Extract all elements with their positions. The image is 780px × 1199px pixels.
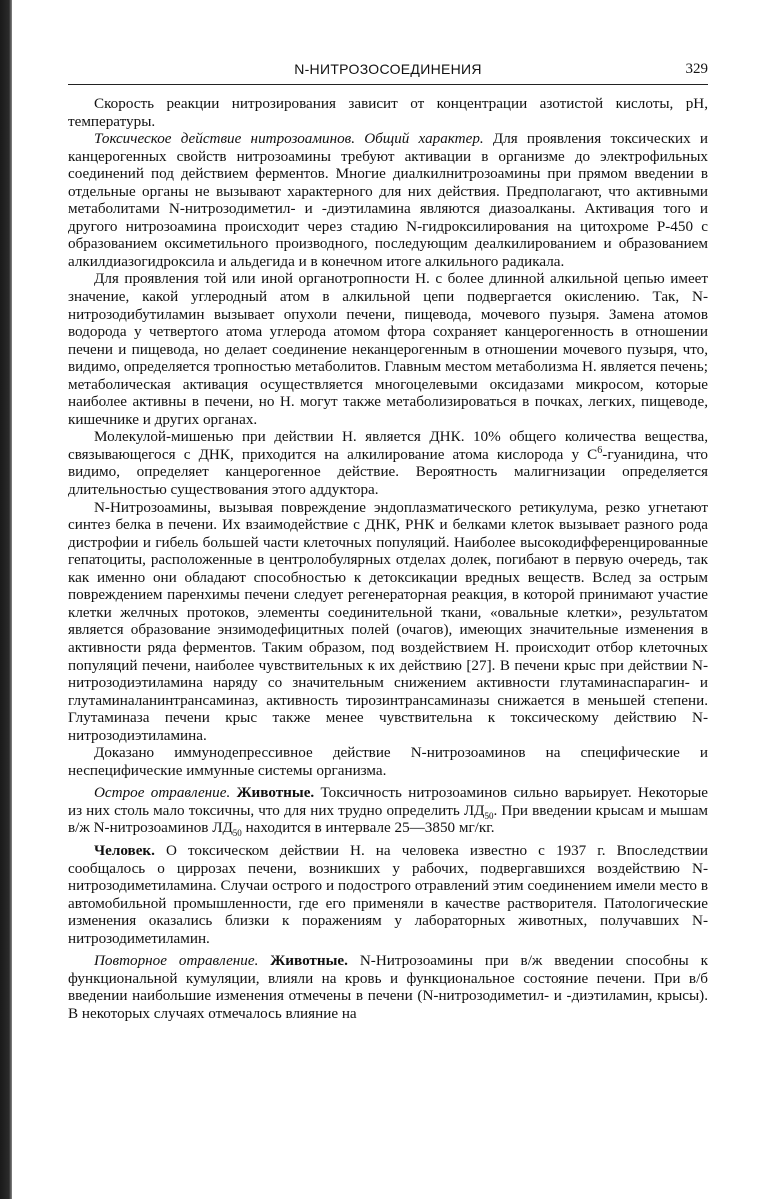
section-heading-repeated-poisoning: Повторное отравление.: [94, 952, 259, 970]
header-rule: [68, 84, 708, 85]
paragraph-human: Человек. О токсическом действии Н. на человека известно с 1937 г. Впоследствии сообщалось о циррозах печени, возникших у рабочих, подвергавшихся воздействию N-нитрозодиметиламина. Случаи острого и подострого отравлений этим соединением имели место в автомобильной промышленности, где его применяли в качестве растворителя. Патологические изменения оказались близки к поражениям у лабораторных животных, получавших N-нитрозодиметиламин.: [68, 841, 708, 947]
page-header: [68, 54, 708, 84]
page-body: [68, 95, 708, 1022]
paragraph-repeated-poisoning: Повторное отравление. Животные. N-Нитрозоамины при в/ж введении способны к функциональной кумуляции, влияли на кровь и функциональное состояние печени. При в/б введении наибольшие изменения отмечены в печени (N-нитрозодиметил- и -диэтиламин, крысы). В некоторых случаях отмечалось влияние на: [68, 952, 708, 1022]
subheading-human: Человек.: [94, 841, 155, 859]
subheading-animals-repeated: Животные.: [270, 952, 348, 970]
section-heading-toxic-action: Токсическое действие нитрозоаминов. Общий характер.: [94, 130, 484, 148]
page-number: 329: [685, 61, 708, 77]
section-heading-acute-poisoning: Острое отравление.: [94, 784, 231, 802]
paragraph-liver-damage: N-Нитрозоамины, вызывая повреждение эндоплазматического ретикулума, резко угнетают синтез белка в печени. Их взаимодействие с ДНК, РНК и белками клеток вызывает разного рода дистрофии и гибель большей части клеточных популяций. Наиболее высокодифференцированные гепатоциты, расположенные в центролобулярных отделах долек, погибают в первую очередь, так как именно они обладают способностью к детоксикации вредных веществ. Вслед за острым повреждением паренхимы печени следует регенераторная реакция, в которой принимают участие клетки желчных протоков, элементы соединительной ткани, «овальные клетки», результатом является образование энзимодефицитных полей (очагов), имеющих значительные изменения в активности ряда ферментов. Таким образом, под воздействием Н. происходит отбор клеточных популяций печени, наиболее чувствительных к их действию [27]. В печени крыс при действии N-нитрозодиэтиламина наряду со значительным снижением активности глутаминаспарагин- и глутаминаланинтрансаминаз, активность тирозинтрансаминазы снижается в меньшей степени. Глутаминаза печени крыс также менее чувствительна к токсическому действию N-нитрозодиэтиламина.: [68, 498, 708, 744]
paragraph-dna-target: Молекулой-мишенью при действии Н. является ДНК. 10% общего количества вещества, связывающегося с ДНК, приходится на алкилирование атома кислорода у $С^6$-гуанидина, что видимо, определяет канцерогенное действие. Вероятность малигнизации определяется длительностью существования этого аддуктора.: [68, 428, 708, 499]
paragraph-immunodepression: Доказано иммунодепрессивное действие N-нитрозоаминов на специфические и неспецифические иммунные системы организма.: [68, 744, 708, 779]
paragraph-toxic-action: Токсическое действие нитрозоаминов. Общий характер. Для проявления токсических и канцерогенных свойств нитрозоамины требуют активации в организме до электрофильных соединений под действием ферментов. Многие диалкилнитрозоамины при прямом введении в отдельные органы не вызывают характерного для них действия. Предполагают, что активными метаболитами N-нитрозодиметил- и -диэтиламина являются диазоалканы. Активация того и другого нитрозоамина происходит через стадию N-гидроксилирования на цитохроме P-450 с образованием оксиметильного производного, последующим деалкилированием и образованием алкилдиазогидроксила и альдегида и в конечном итоге алкильного радикала.: [68, 130, 709, 270]
running-title: N-НИТРОЗОСОЕДИНЕНИЯ: [294, 61, 482, 77]
subheading-animals: Животные.: [236, 784, 315, 802]
book-spine-shadow: [0, 0, 12, 1199]
paragraph-organotropy: Для проявления той или иной органотропности Н. с более длинной алкильной цепью имеет значение, какой углеродный атом в алкильной цепи подвергается окислению. Так, N-нитрозодибутиламин вызывает опухоли печени, пищевода, мочевого пузыря. Замена атомов водорода у четвертого атома углерода атомом фтора сохраняет канцерогенность в отношении печени и пищевода, но делает соединение неканцерогенным в отношении мочевого пузыря, что, видимо, определяется тропностью метаболитов. Главным местом метаболизма Н. является печень; метаболическая активация осуществляется многоцелевыми оксидазами микросом, которые наиболее активны в печени, но Н. могут также метаболизироваться в почках, легких, пищеводе, кишечнике и других органах.: [68, 270, 708, 428]
paragraph-nitrosation-rate: Скорость реакции нитрозирования зависит от концентрации азотистой кислоты, рН, температуры.: [68, 95, 708, 130]
paragraph-acute-poisoning: Острое отравление. Животные. Токсичность нитрозоаминов сильно варьирует. Некоторые из них столь мало токсичны, что для них трудно определить $ЛД_{50}$. При введении крысам и мышам в/ж N-нитрозоаминов $ЛД_{50}$ находится в интервале 25—3850 мг/кг.: [68, 784, 709, 839]
